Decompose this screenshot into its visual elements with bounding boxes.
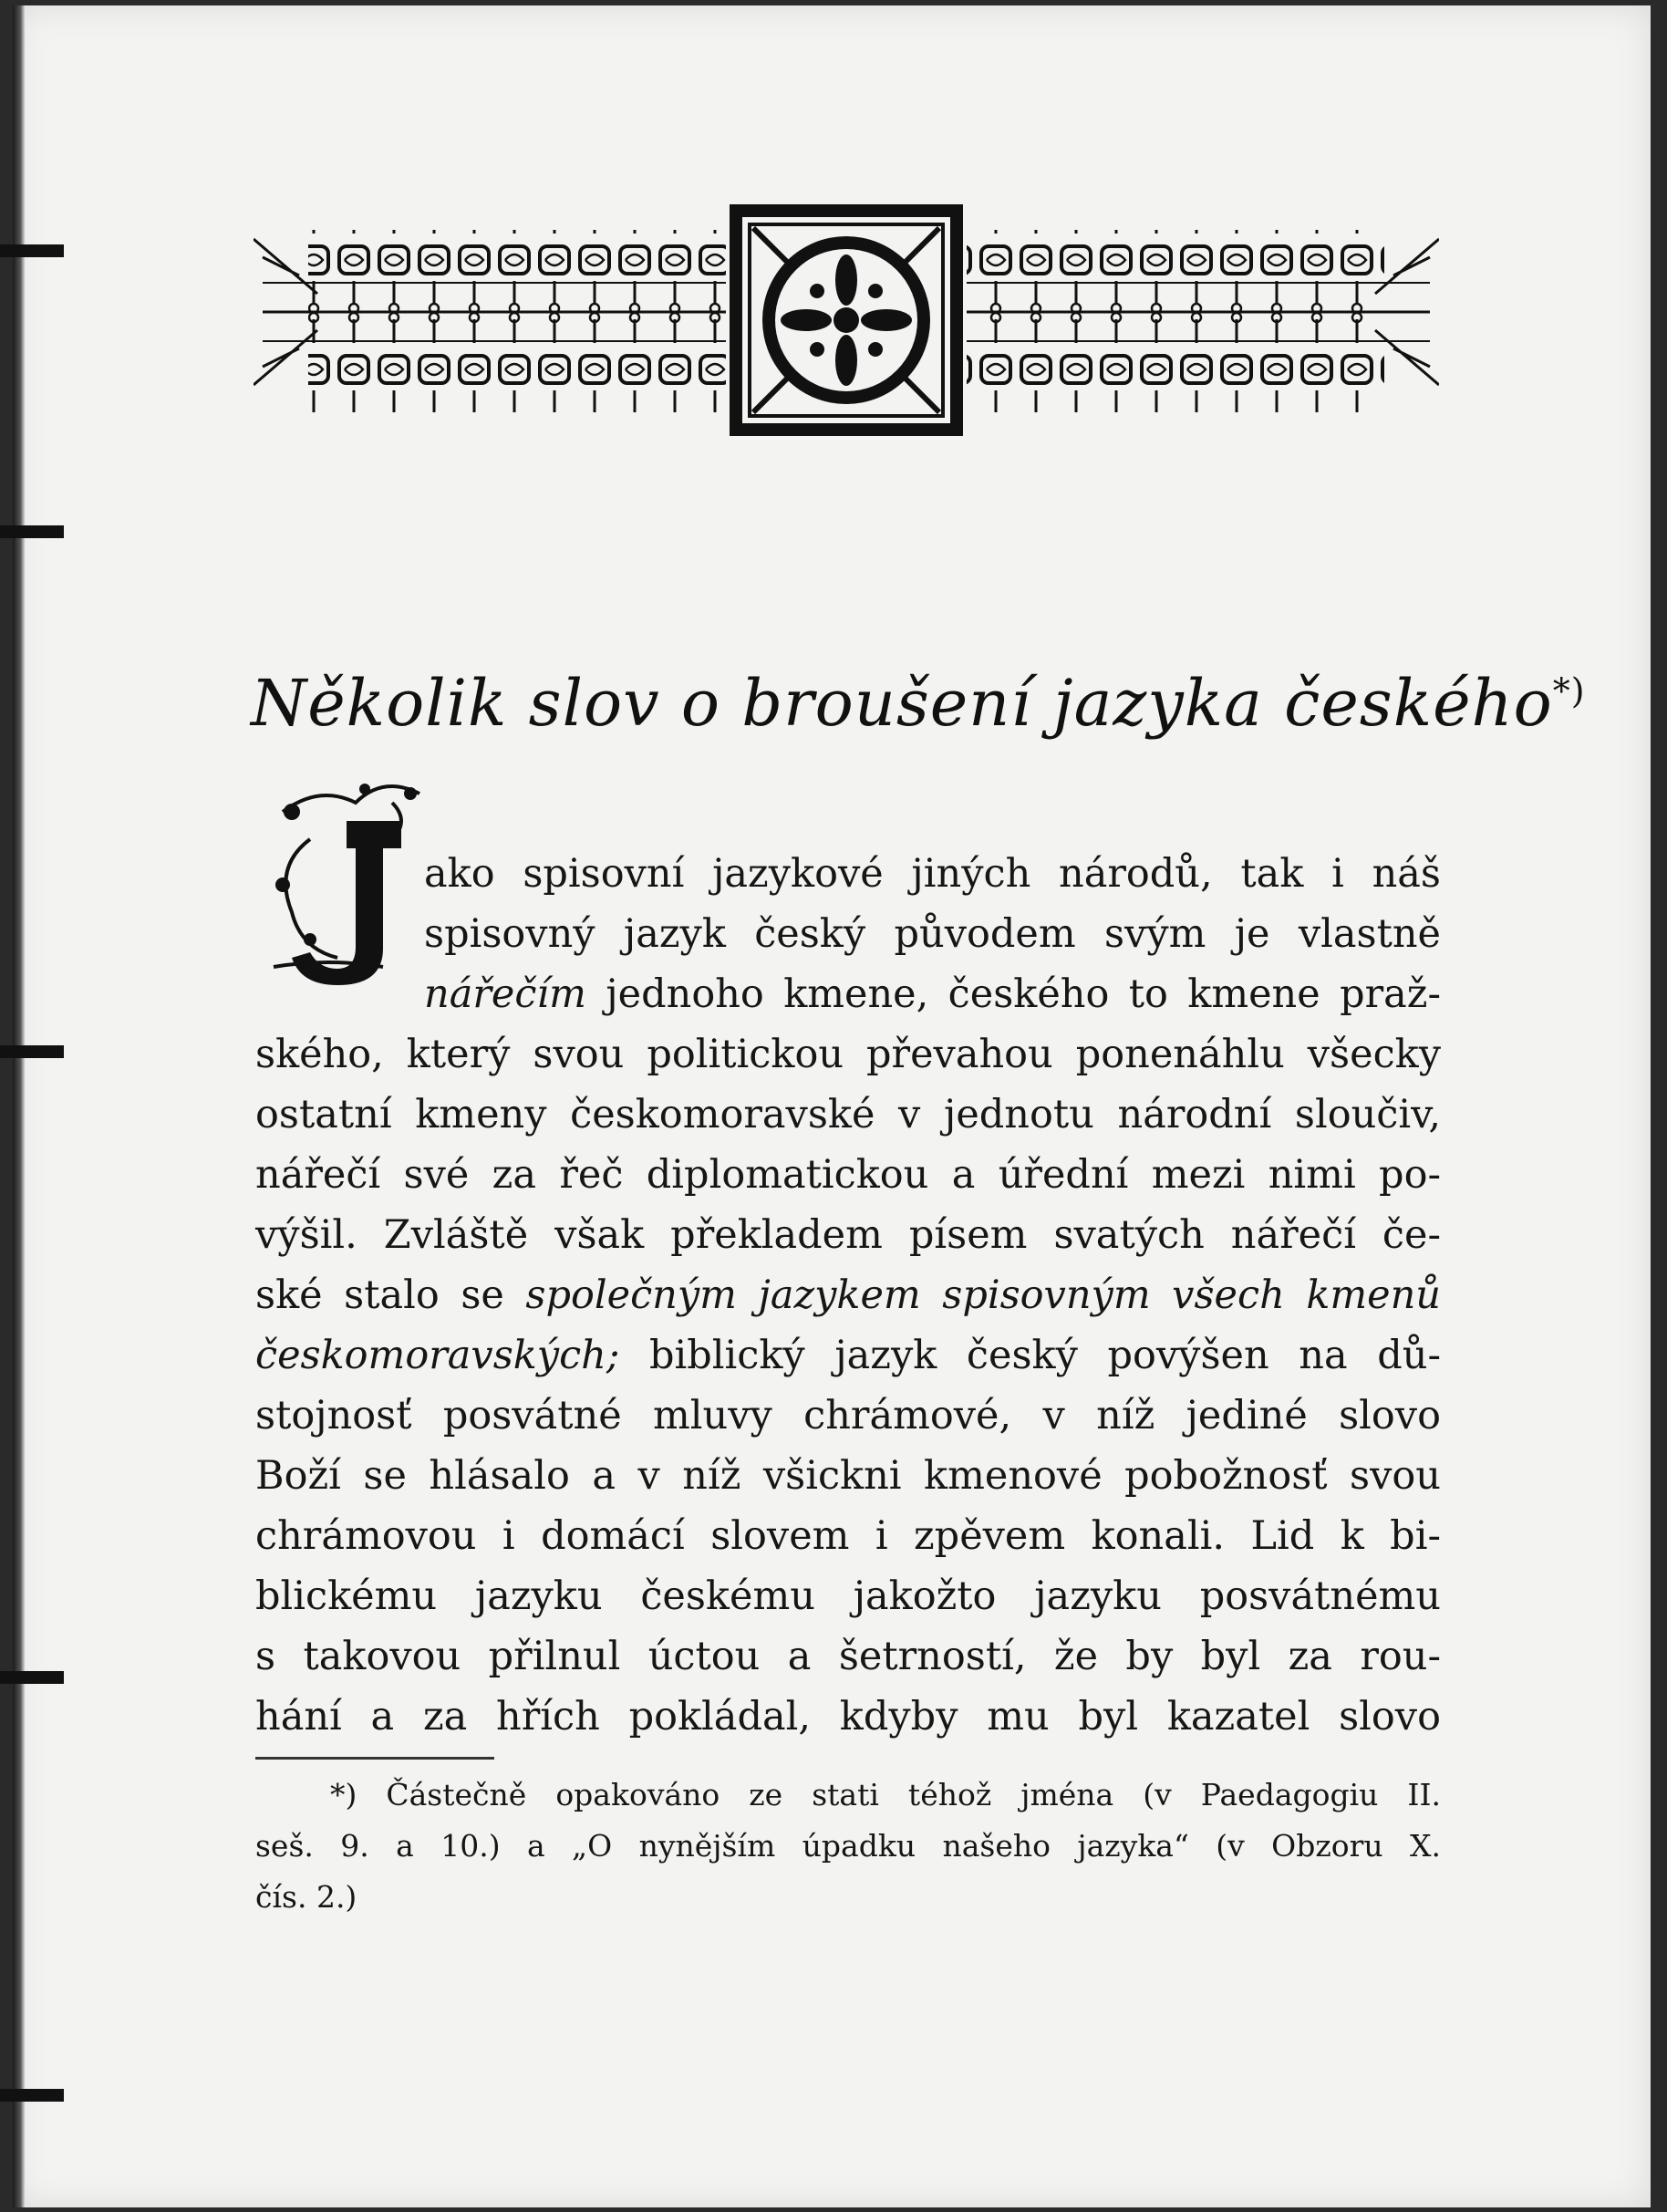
text-line: Boží se hlásalo a v níž všickni kmenové pobožnosť svou	[255, 1453, 1441, 1499]
footnote-line: *) Částečně opakováno ze stati téhož jména (v Paedagogiu II.	[330, 1777, 1441, 1812]
text-line: spisovný jazyk český původem svým je vlastně	[424, 911, 1441, 957]
text-line: ako spisovní jazykové jiných národů, tak i náš	[424, 851, 1441, 897]
binding-mark	[0, 1045, 64, 1058]
page-spine-edge	[13, 5, 26, 2207]
title-text: Několik slov o broušení jazyka českého	[251, 666, 1553, 741]
text-line: hání a za hřích pokládal, kdyby mu byl kazatel slovo	[255, 1694, 1441, 1739]
footnote-divider	[255, 1757, 494, 1760]
text-line: chrámovou i domácí slovem i zpěvem konali. Lid k bi-	[255, 1513, 1441, 1559]
footnote-marker: *)	[1552, 670, 1586, 711]
text-line: výšil. Zvláště však překladem písem svatých nářečí če-	[255, 1212, 1441, 1258]
binding-mark	[0, 525, 64, 538]
text-line: s takovou přilnul úctou a šetrností, že by byl za rou-	[255, 1634, 1441, 1679]
footnote-line: čís. 2.)	[255, 1879, 357, 1915]
body-text	[255, 844, 1441, 1747]
binding-mark	[0, 244, 64, 257]
footnote	[255, 1770, 1441, 1923]
ornamental-headpiece-icon	[254, 203, 1439, 438]
text-line: nářečím jednoho kmene, českého to kmene praž-	[424, 971, 1441, 1017]
page-title	[251, 666, 1586, 741]
text-line: blickému jazyku českému jakožto jazyku posvátnému	[255, 1573, 1441, 1619]
text-line: ského, který svou politickou převahou ponenáhlu všecky	[255, 1032, 1441, 1077]
text-line: stojnosť posvátné mluvy chrámové, v níž jediné slovo	[255, 1393, 1441, 1438]
footnote-line: seš. 9. a 10.) a „O nynějším úpadku našeho jazyka“ (v Obzoru X.	[255, 1828, 1441, 1864]
binding-mark	[0, 1671, 64, 1684]
text-line: nářečí své za řeč diplomatickou a úřední mezi nimi po-	[255, 1152, 1441, 1198]
binding-mark	[0, 2089, 64, 2102]
text-line: českomoravských; biblický jazyk český povýšen na dů-	[255, 1333, 1441, 1378]
text-line: ské stalo se společným jazykem spisovným všech kmenů	[255, 1272, 1441, 1318]
text-line: ostatní kmeny českomoravské v jednotu národní sloučiv,	[255, 1092, 1441, 1137]
